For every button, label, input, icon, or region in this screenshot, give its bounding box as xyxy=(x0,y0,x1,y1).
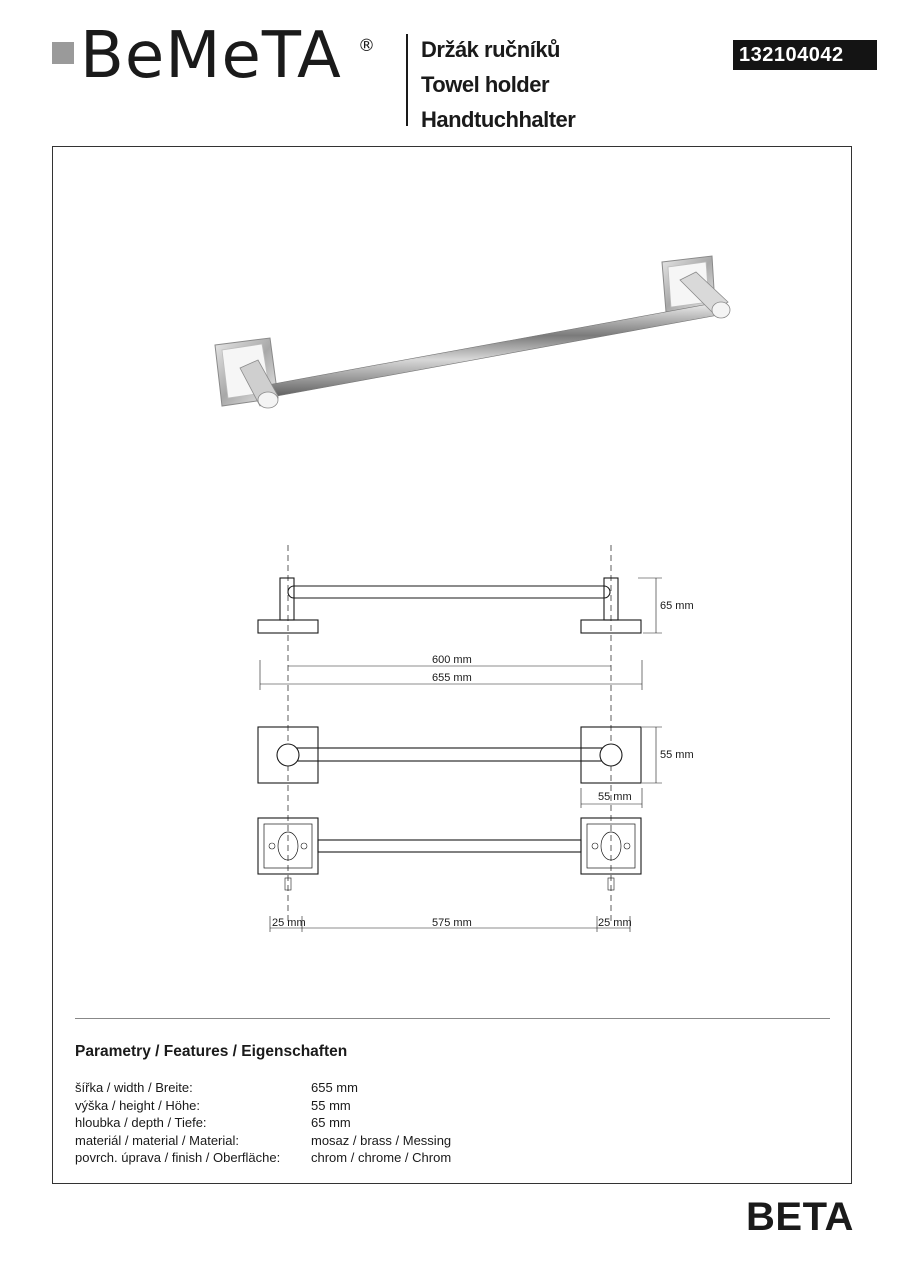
hole-distance-label: 575 mm xyxy=(432,917,472,929)
spec-value: 55 mm xyxy=(311,1097,351,1113)
plate-width-label: 55 mm xyxy=(598,791,632,803)
spec-label: výška / height / Höhe: xyxy=(75,1097,201,1113)
spec-label: materiál / material / Material: xyxy=(75,1132,239,1148)
title-en: Towel holder xyxy=(421,72,550,97)
spec-label: hloubka / depth / Tiefe: xyxy=(75,1115,207,1130)
header-divider xyxy=(406,34,408,126)
product-code-badge: 132104042 xyxy=(733,40,877,70)
spec-row xyxy=(75,1097,575,1115)
spec-label: povrch. úprava / finish / Oberfläche: xyxy=(75,1150,281,1165)
spec-value: 65 mm xyxy=(311,1115,351,1130)
series-name: BETA xyxy=(746,1195,854,1239)
features-table xyxy=(75,1079,575,1167)
height-label: 55 mm xyxy=(660,749,694,761)
spec-value: mosaz / brass / Messing xyxy=(311,1132,452,1148)
brand-logo xyxy=(52,19,392,100)
spec-row xyxy=(75,1149,575,1167)
mounting-view xyxy=(258,818,641,890)
section-divider xyxy=(75,1018,830,1019)
spec-row xyxy=(75,1132,575,1150)
registered-mark: ® xyxy=(358,36,375,56)
product-titles xyxy=(421,32,575,137)
side-view xyxy=(258,578,641,633)
spec-label: šířka / width / Breite: xyxy=(75,1080,193,1095)
depth-label: 65 mm xyxy=(660,600,694,612)
spec-row xyxy=(75,1079,575,1097)
features-heading: Parametry / Features / Eigenschaften xyxy=(75,1043,348,1060)
inner-width-label: 600 mm xyxy=(432,654,472,666)
title-cz: Držák ručníků xyxy=(421,37,560,62)
spec-row xyxy=(75,1114,575,1132)
product-photo xyxy=(200,240,740,430)
spec-value: 655 mm xyxy=(311,1080,358,1095)
front-view xyxy=(258,727,641,783)
right-offset-label: 25 mm xyxy=(598,917,632,929)
total-width-label: 655 mm xyxy=(432,672,472,684)
left-offset-label: 25 mm xyxy=(272,917,306,929)
title-de: Handtuchhalter xyxy=(421,107,576,132)
logo-square-mark xyxy=(52,42,74,64)
technical-drawing xyxy=(230,540,710,950)
logo-wordmark: BeMeTA xyxy=(80,19,342,93)
spec-value: chrom / chrome / Chrom xyxy=(311,1150,452,1165)
towel-bar xyxy=(262,302,724,398)
